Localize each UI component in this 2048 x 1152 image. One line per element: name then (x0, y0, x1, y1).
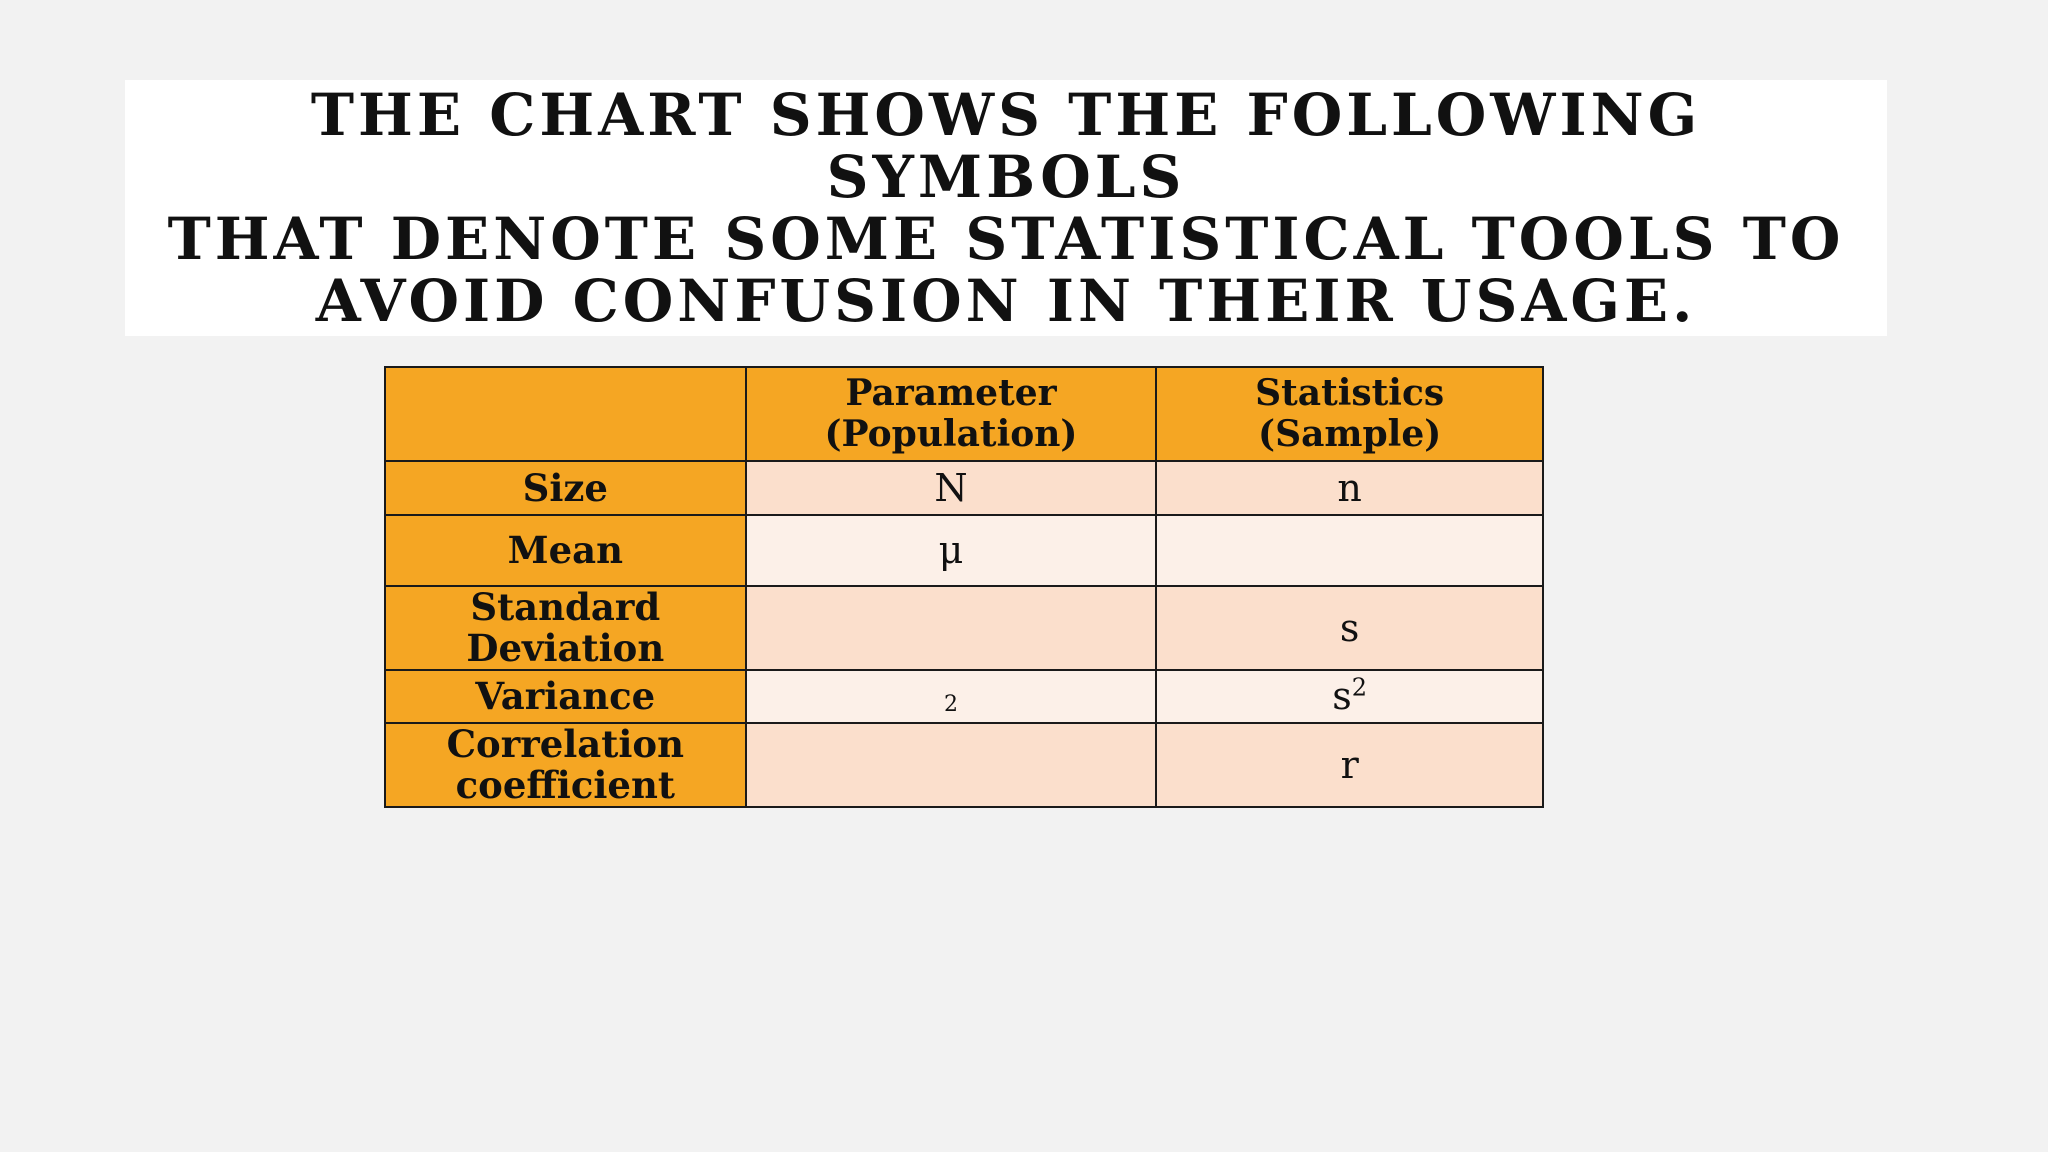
row-label-standard-deviation (385, 586, 746, 670)
cell-size-statistic: n (1156, 461, 1543, 515)
cell-mean-statistic (1156, 515, 1543, 586)
slide-title (125, 81, 1887, 335)
header-parameter-line-2: (Population) (824, 413, 1078, 455)
title-line-1: THE CHART SHOWS THE FOLLOWING SYMBOLS (310, 81, 1702, 211)
table-row-correlation (385, 723, 1543, 807)
variance-statistic-base: s (1332, 674, 1352, 718)
table-row-variance (385, 670, 1543, 723)
title-box (125, 80, 1887, 336)
table-row-standard-deviation (385, 586, 1543, 670)
row-label-variance: Variance (385, 670, 746, 723)
row-label-sd-line-2: Deviation (466, 626, 665, 670)
row-label-corr-line-2: coefficient (455, 763, 675, 807)
header-corner-cell (385, 367, 746, 461)
table-row-mean (385, 515, 1543, 586)
cell-size-parameter: N (746, 461, 1157, 515)
table-row-size (385, 461, 1543, 515)
cell-correlation-statistic: r (1156, 723, 1543, 807)
header-parameter-line-1: Parameter (845, 372, 1057, 414)
title-line-2: THAT DENOTE SOME STATISTICAL TOOLS TO (167, 205, 1845, 273)
cell-correlation-parameter (746, 723, 1157, 807)
cell-mean-parameter: μ (746, 515, 1157, 586)
title-line-3: AVOID CONFUSION IN THEIR USAGE. (315, 267, 1697, 335)
row-label-correlation (385, 723, 746, 807)
header-statistics (1156, 367, 1543, 461)
header-statistics-line-2: (Sample) (1258, 413, 1442, 455)
cell-variance-statistic (1156, 670, 1543, 723)
variance-statistic-exponent: 2 (1351, 673, 1368, 702)
header-parameter (746, 367, 1157, 461)
symbols-table (384, 366, 1544, 808)
row-label-sd-line-1: Standard (470, 585, 661, 629)
row-label-mean: Mean (385, 515, 746, 586)
cell-sd-statistic: s (1156, 586, 1543, 670)
row-label-size: Size (385, 461, 746, 515)
row-label-corr-line-1: Correlation (446, 722, 685, 766)
variance-parameter-exponent: 2 (943, 692, 958, 717)
table-header-row (385, 367, 1543, 461)
cell-variance-parameter (746, 670, 1157, 723)
header-statistics-line-1: Statistics (1255, 372, 1445, 414)
cell-sd-parameter (746, 586, 1157, 670)
